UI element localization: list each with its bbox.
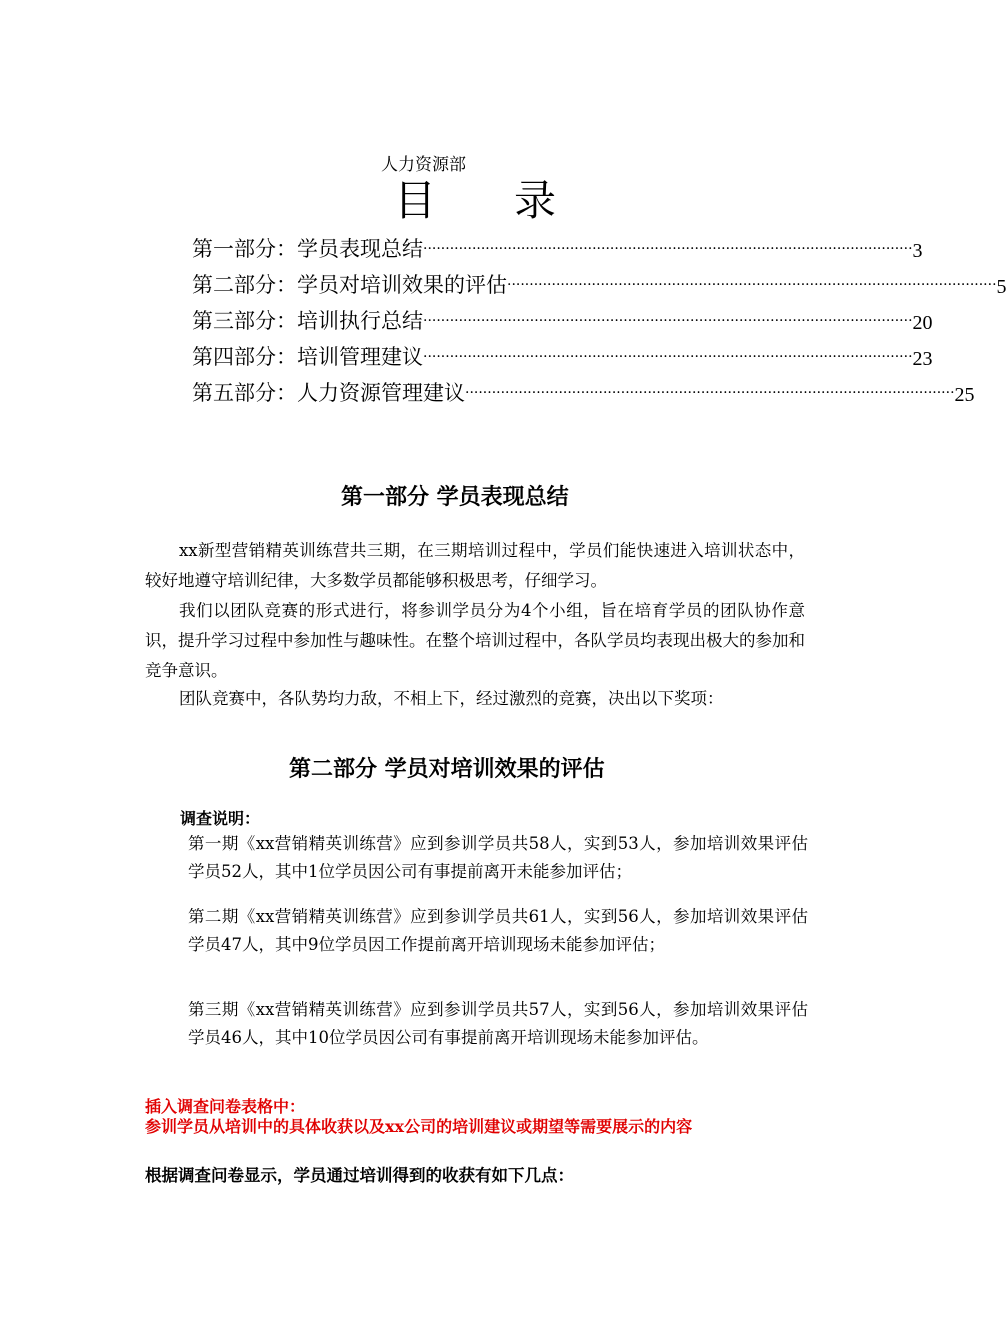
survey-item: 第一期《xx营销精英训练营》应到参训学员共58人，实到53人，参加培训效果评估学员52人，其中1位学员因公司有事提前离开未能参加评估； <box>188 834 808 881</box>
toc-title-char-1: 目 <box>394 176 437 225</box>
toc-title-char-2: 录 <box>514 176 557 225</box>
part1-paragraph: xx新型营销精英训练营共三期，在三期培训过程中，学员们能快速进入培训状态中，较好地遵守培训纪律，大多数学员都能够积极思考，仔细学习。 <box>145 541 805 590</box>
survey-item: 第三期《xx营销精英训练营》应到参训学员共57人，实到56人，参加培训效果评估学员46人，其中10位学员因公司有事提前离开培训现场未能参加评估。 <box>188 1000 808 1047</box>
part1-paragraph: 我们以团队竞赛的形式进行，将参训学员分为4个小组，旨在培育学员的团队协作意识，提升学习过程中参加性与趣味性。在整个培训过程中，各队学员均表现出极大的参加和竞争意识。 <box>145 601 805 680</box>
toc-item[interactable] <box>192 233 923 263</box>
toc-leader-dots: ·············································································································· <box>507 277 997 293</box>
toc-item-page: 5 <box>996 276 1007 298</box>
toc-item-label: 第五部分：人力资源管理建议 <box>192 381 465 405</box>
toc-title <box>394 168 556 228</box>
part1-heading: 第一部分 学员表现总结 <box>341 485 569 510</box>
toc-leader-dots: ·············································································································· <box>423 241 913 257</box>
toc-leader-dots: ·············································································································· <box>465 385 955 401</box>
conclusion-text: 根据调查问卷显示，学员通过培训得到的收获有如下几点： <box>145 1166 574 1185</box>
toc-leader-dots: ·············································································································· <box>423 313 913 329</box>
toc-item[interactable] <box>192 305 933 335</box>
insert-note-line-1: 插入调查问卷表格中： <box>145 1097 306 1116</box>
toc-item[interactable] <box>192 269 1007 299</box>
toc-item-page: 3 <box>912 240 923 262</box>
survey-label: 调查说明： <box>180 809 261 828</box>
toc-item-label: 第二部分：学员对培训效果的评估 <box>192 273 507 297</box>
toc-item-label: 第三部分：培训执行总结 <box>192 309 423 333</box>
toc-item[interactable] <box>192 377 975 407</box>
part1-paragraph: 团队竞赛中，各队势均力敌，不相上下，经过激烈的竞赛，决出以下奖项： <box>179 689 724 708</box>
department-label: 人力资源部 <box>381 155 466 175</box>
toc-item-label: 第四部分：培训管理建议 <box>192 345 423 369</box>
toc-item[interactable] <box>192 341 933 371</box>
insert-note-line-2: 参训学员从培训中的具体收获以及xx公司的培训建议或期望等需要展示的内容 <box>145 1117 693 1136</box>
toc-leader-dots: ·············································································································· <box>423 349 913 365</box>
part2-heading: 第二部分 学员对培训效果的评估 <box>289 757 605 782</box>
toc-item-page: 25 <box>954 384 975 406</box>
toc-item-page: 23 <box>912 348 933 370</box>
toc-item-label: 第一部分：学员表现总结 <box>192 237 423 261</box>
toc-item-page: 20 <box>912 312 933 334</box>
survey-item: 第二期《xx营销精英训练营》应到参训学员共61人，实到56人，参加培训效果评估学员47人，其中9位学员因工作提前离开培训现场未能参加评估； <box>188 907 808 954</box>
